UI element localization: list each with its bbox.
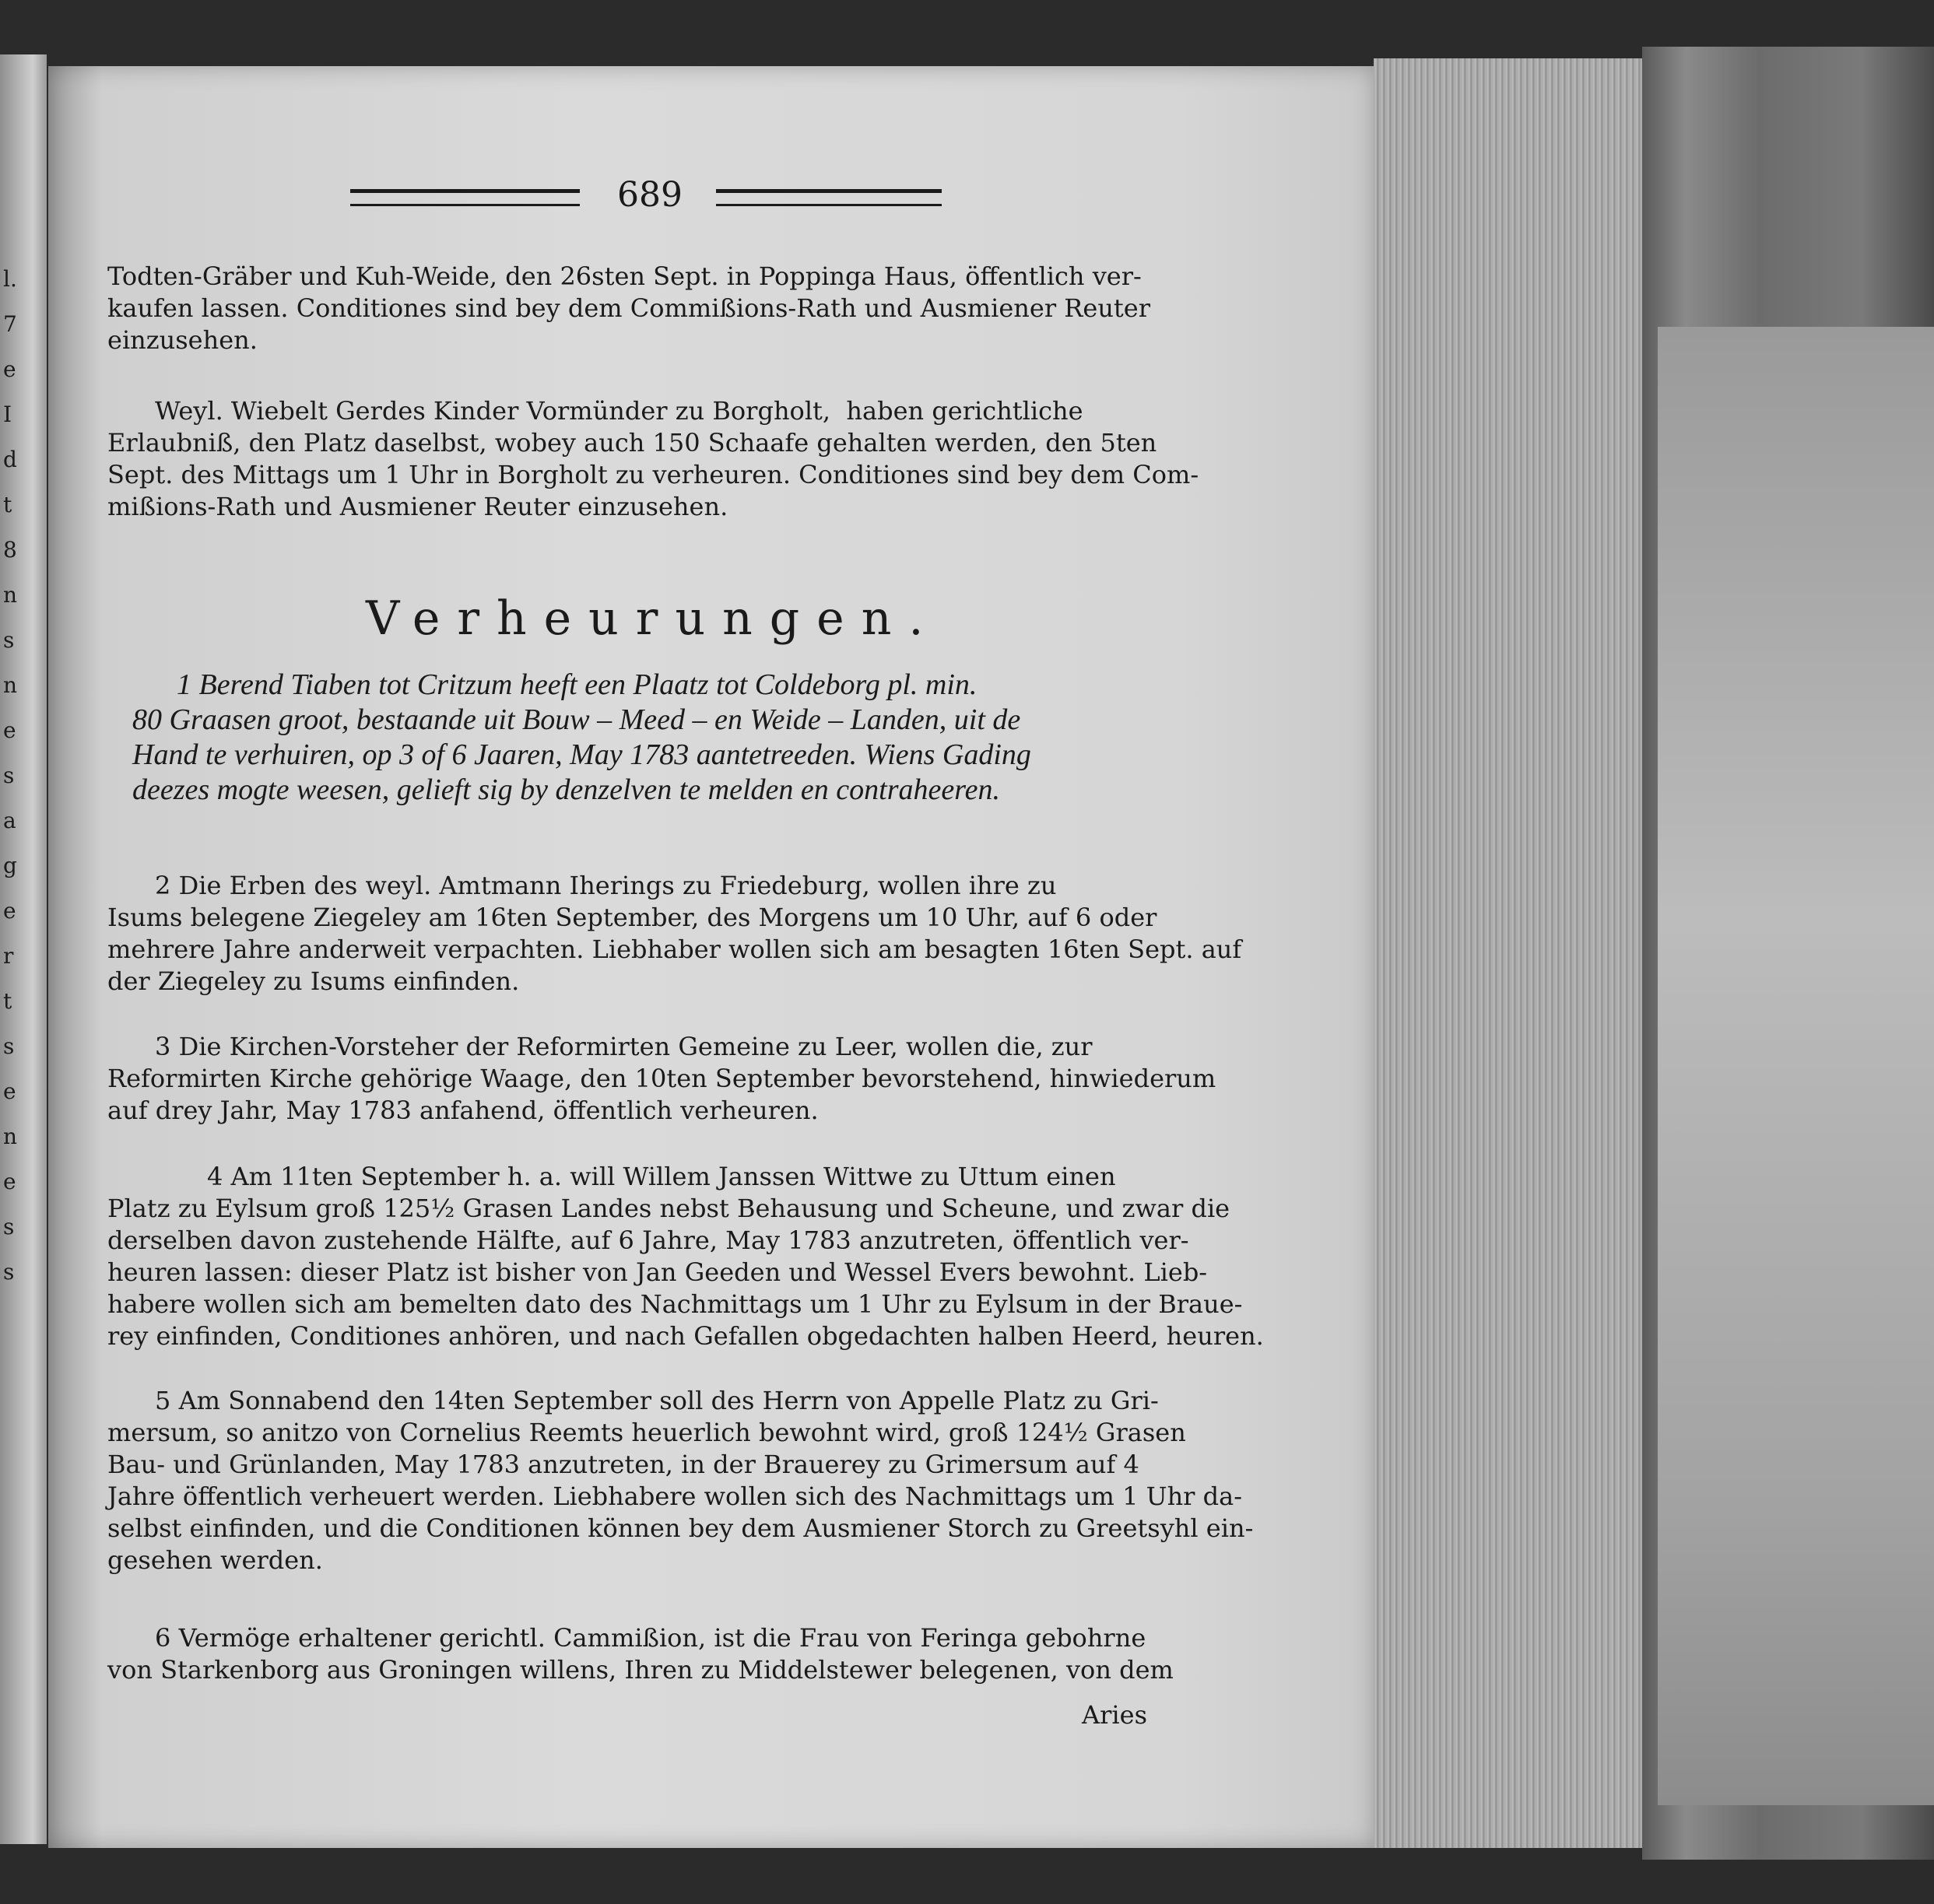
text-line: Jahre öffentlich verheuert werden. Liebhabere wollen sich des Nachmittags um 1 Uhr da- bbox=[107, 1481, 1243, 1511]
text-line: mersum, so anitzo von Cornelius Reemts heuerlich bewohnt wird, groß 124½ Grasen bbox=[107, 1418, 1186, 1447]
margin-char: s bbox=[3, 1033, 15, 1059]
text-line: 4 Am 11ten September h. a. will Willem Janssen Wittwe zu Uttum einen bbox=[207, 1162, 1116, 1191]
left-page-margin-marks bbox=[3, 257, 19, 1295]
margin-char: d bbox=[3, 447, 17, 472]
text-line: Platz zu Eylsum groß 125½ Grasen Landes nebst Behausung und Scheune, und zwar die bbox=[107, 1194, 1230, 1223]
text-line: auf drey Jahr, May 1783 anfahend, öffentlich verheuren. bbox=[107, 1096, 819, 1125]
text-line: deezes mogte weesen, gelieft sig by denzelven te melden en contraheeren. bbox=[132, 773, 1000, 806]
text-line: mißions-Rath und Ausmiener Reuter einzusehen. bbox=[107, 492, 728, 521]
margin-char: e bbox=[3, 898, 16, 924]
text-line: mehrere Jahre anderweit verpachten. Liebhaber wollen sich am besagten 16ten Sept. auf bbox=[107, 934, 1242, 964]
margin-char: e bbox=[3, 1078, 16, 1104]
paragraph-item-6 bbox=[107, 1622, 1213, 1686]
margin-char: t bbox=[3, 988, 12, 1014]
text-line: selbst einfinden, und die Conditionen können bey dem Ausmiener Storch zu Greetsyhl ein- bbox=[107, 1513, 1254, 1543]
text-line: Reformirten Kirche gehörige Waage, den 10ten September bevorstehend, hinwiederum bbox=[107, 1064, 1216, 1093]
text-line: der Ziegeley zu Isums einfinden. bbox=[107, 966, 520, 996]
margin-char: t bbox=[3, 492, 12, 517]
margin-char: s bbox=[3, 1214, 15, 1240]
text-line: kaufen lassen. Conditiones sind bey dem Commißions-Rath und Ausmiener Reuter bbox=[107, 293, 1151, 323]
text-line: 2 Die Erben des weyl. Amtmann Iherings zu Friedeburg, wollen ihre zu bbox=[107, 871, 1057, 900]
text-line: habere wollen sich am bemelten dato des Nachmittags um 1 Uhr zu Eylsum in der Braue- bbox=[107, 1289, 1243, 1319]
section-heading: Verheurungen. bbox=[366, 591, 941, 646]
margin-char: n bbox=[3, 1124, 18, 1149]
paragraph-item-4 bbox=[107, 1161, 1264, 1352]
margin-char: l. bbox=[3, 266, 17, 292]
margin-char: s bbox=[3, 627, 15, 653]
text-line: Todten-Gräber und Kuh-Weide, den 26sten Sept. in Poppinga Haus, öffentlich ver- bbox=[107, 261, 1142, 291]
paragraph-item-3 bbox=[107, 1031, 1216, 1127]
text-line: 3 Die Kirchen-Vorsteher der Reformirten Gemeine zu Leer, wollen die, zur bbox=[107, 1032, 1093, 1061]
header-rule-left bbox=[350, 189, 580, 206]
paragraph-item-2 bbox=[107, 870, 1242, 998]
margin-char: e bbox=[3, 356, 16, 382]
text-line: einzusehen. bbox=[107, 325, 258, 355]
paragraph-borgholt bbox=[107, 395, 1213, 523]
text-line: gesehen werden. bbox=[107, 1545, 323, 1575]
page-header bbox=[350, 175, 942, 222]
margin-char: 7 bbox=[3, 311, 17, 337]
margin-char: 8 bbox=[3, 537, 17, 563]
text-line: Isums belegene Ziegeley am 16ten September, des Morgens um 10 Uhr, auf 6 oder bbox=[107, 903, 1157, 932]
text-line: 80 Graasen groot, bestaande uit Bouw – Meed – en Weide – Landen, uit de bbox=[132, 703, 1021, 736]
margin-char: g bbox=[3, 853, 17, 878]
text-line: rey einfinden, Conditiones anhören, und nach Gefallen obgedachten halben Heerd, heuren. bbox=[107, 1321, 1264, 1351]
text-line: Sept. des Mittags um 1 Uhr in Borgholt zu verheuren. Conditiones sind bey dem Com- bbox=[107, 460, 1199, 489]
text-line: Hand te verhuiren, op 3 of 6 Jaaren, May 1783 aantetreeden. Wiens Gading bbox=[132, 738, 1031, 771]
margin-char: s bbox=[3, 763, 15, 788]
paragraph-item-5 bbox=[107, 1385, 1254, 1576]
paragraph-opening bbox=[107, 261, 1213, 356]
page-number: 689 bbox=[617, 175, 683, 215]
text-line: Bau- und Grünlanden, May 1783 anzutreten, in der Brauerey zu Grimersum auf 4 bbox=[107, 1450, 1139, 1479]
margin-char: a bbox=[3, 808, 16, 833]
text-line: heuren lassen: dieser Platz ist bisher von Jan Geeden und Wessel Evers bewohnt. Lieb- bbox=[107, 1257, 1208, 1287]
text-line: Erlaubniß, den Platz daselbst, wobey auch 150 Schaafe gehalten werden, den 5ten bbox=[107, 428, 1157, 458]
margin-char: e bbox=[3, 717, 16, 743]
margin-char: I bbox=[3, 401, 12, 427]
text-line: 1 Berend Tiaben tot Critzum heeft een Plaatz tot Coldeborg pl. min. bbox=[132, 668, 978, 701]
text-line: 5 Am Sonnabend den 14ten September soll des Herrn von Appelle Platz zu Gri- bbox=[107, 1386, 1159, 1415]
margin-char: s bbox=[3, 1259, 15, 1285]
catchword: Aries bbox=[1082, 1700, 1147, 1730]
margin-char: n bbox=[3, 672, 18, 698]
paragraph-dutch-italic bbox=[132, 668, 1206, 808]
text-line: derselben davon zustehende Hälfte, auf 6 Jahre, May 1783 anzutreten, öffentlich ver- bbox=[107, 1226, 1189, 1255]
margin-char: n bbox=[3, 582, 18, 608]
text-line: 6 Vermöge erhaltener gerichtl. Cammißion, ist die Frau von Feringa gebohrne bbox=[107, 1623, 1146, 1653]
margin-char: e bbox=[3, 1169, 16, 1194]
header-rule-right bbox=[716, 189, 942, 206]
text-line: von Starkenborg aus Groningen willens, Ihren zu Middelstewer belegenen, von dem bbox=[107, 1655, 1174, 1685]
text-line: Weyl. Wiebelt Gerdes Kinder Vormünder zu Borgholt, haben gerichtliche bbox=[107, 396, 1083, 426]
margin-char: r bbox=[3, 943, 14, 969]
